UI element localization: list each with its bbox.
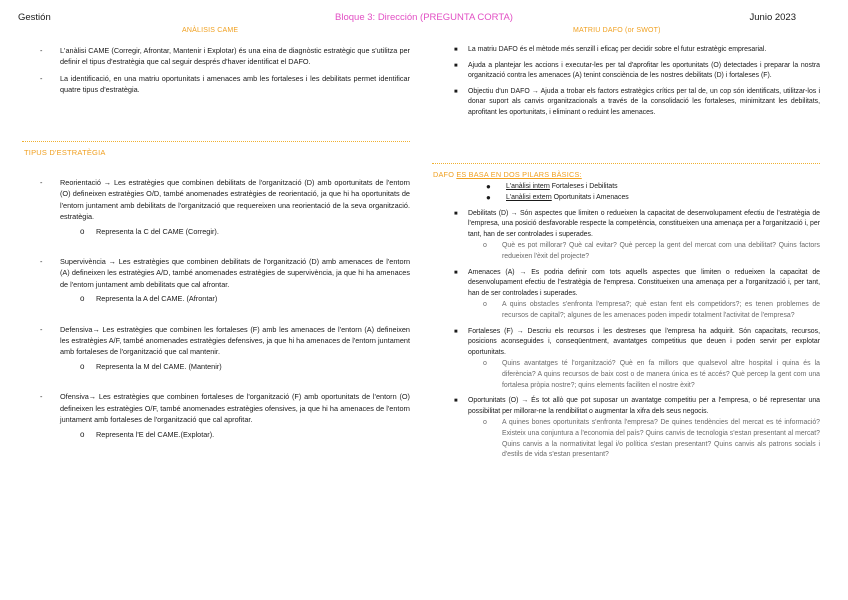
strategy-reorientacio: - Reorientació → Les estratègies que combinen debilitats de l'organització (D) amb oportunitats de l'entorn (O) defineixen estratègies O/D, també anomenades estratègies de reorientació, ja que hi ha oportunitats de l'entorn juntament amb debilitats de l'organització que requereixen una reorientació de la seva organització. estratègia. (40, 178, 410, 222)
factor-amenaces: ■ Amenaces (A) → Es podria definir com tots aquells aspectes que limiten o redueixen la capacitat de desenvolupament efectiu de l'estratègia de l'empresa. Constitueixen una amenaça per a l'organització i, per tant, han de ser controlades i superades. (454, 268, 820, 298)
came-section-title: ANÀLISIS CAME (182, 27, 239, 34)
strategy-list (22, 177, 410, 440)
header-subject: Gestión (18, 12, 51, 23)
pillar-extern: ● L'anàlisi extern Oportunitats i Amenaces (486, 192, 629, 202)
divider (432, 163, 820, 164)
strategy-supervivencia: - Supervivència → Les estratègies que combinen debilitats de l'organització (D) amb amenaces de l'entorn (A) defineixen les estratègies A/D, també anomenades estratègies de supervivència, ja que hi ha amenaces de l'entorn juntament amb debilitats que cal afrontar. (40, 257, 410, 289)
factor-questions: o A quines bones oportunitats s'enfronta l'empresa? De quines tendències del mercat es té informació? Existeix una conjuntura a l'economia del país? Quins canvis de tecnologia s'estan presentant al mercat? Quins canvis a la normativitat legal i/o política s'estan presentant? Quins canvis als patrons socials i d'estils de vida s'estan presentant? (483, 418, 820, 459)
divider (22, 141, 410, 142)
factor-questions: o Què es pot millorar? Què cal evitar? Què percep la gent del mercat com una debilitat? Quins factors redueixen l'èxit del projecte? (483, 241, 820, 260)
pillar-intern: ● L'anàlisi intern Fortaleses i Debilitats (486, 182, 618, 191)
list-item: ■ La matriu DAFO és el mètode més senzill i eficaç per decidir sobre el futur estratègic empresarial. (454, 46, 767, 53)
dafo-section-title: MATRIU DAFO (or SWOT) (573, 27, 661, 34)
strategy-came-letter: o Representa la C del CAME (Corregir). (80, 226, 219, 236)
strategy-came-letter: o Representa la A del CAME. (Afrontar) (80, 294, 218, 304)
factor-questions: o Quins avantatges té l'organització? Què en fa millors que qualsevol altre hospital i quina és la diferència? A quins recursos de baix cost o de manera única es té accés? Què percep la gent com una fortalesa pròpia nostre?; quins elements faciliten el nostre èxit? (483, 359, 820, 389)
strategy-came-letter: o Representa la M del CAME. (Mantenir) (80, 361, 222, 371)
list-item: ■ Objectiu d'un DAFO → Ajuda a trobar els factors estratègics crítics per tal de, un cop són identificats, utilitzar-los i donar suport als canvis organitzacionals a través de la consolidació les fortaleses, minimitzant les debilitats, aprofitant les oportunitats, i eliminant o reduint les amenaces. (454, 87, 820, 116)
strategy-defensiva: - Defensiva→ Les estratègies que combinen les fortaleses (F) amb les amenaces de l'entorn (A) defineixen les estratègies A/F, també anomenades estratègies defensives, ja que hi ha amenaces de l'entorn juntament amb fortaleses de l'organització que cal mantenir. (40, 324, 410, 357)
factor-fortaleses: ■ Fortaleses (F) → Descriu els recursos i les destreses que l'empresa ha adquirit. Són capacitats, recursos, posicions aconseguides i, conseqüentment, avantatges competitius que deuen i poden servir per explotar oportunitats. (454, 327, 820, 357)
dafo-intro (450, 45, 820, 119)
came-intro (22, 45, 410, 96)
list-item: - L'anàlisi CAME (Corregir, Afrontar, Mantenir i Explotar) és una eina de diagnòstic estratègic que s'utilitza per definir el tipus d'estratègia que cal seguir després d'haver identificat el DAFO. (40, 46, 410, 67)
strategy-came-letter: o Representa l'E del CAME.(Explotar). (80, 429, 215, 439)
header-date: Junio 2023 (749, 12, 796, 23)
list-item: - La identificació, en una matriu oportunitats i amenaces amb les fortaleses i les debilitats permet identificar quatre tipus d'estratègia. (40, 73, 410, 95)
header-block-title: Bloque 3: Dirección (PREGUNTA CORTA) (335, 12, 513, 23)
factor-debilitats: ■ Debilitats (D) → Són aspectes que limiten o redueixen la capacitat de desenvolupament efectiu de l'estratègia de l'empresa, una posició desfavorable respecte la competència, constitueixen una amenaça per a l'organització i, per tant, han de ser controlades i superades. (454, 209, 820, 239)
factor-oportunitats: ■ Oportunitats (O) → És tot allò que pot suposar un avantatge competitiu per a l'empresa, o bé representar una possibilitat per millorar-ne la rendibilitat o augmentar la xifra dels seus negocis. (454, 397, 820, 416)
factor-questions: o A quins obstacles s'enfronta l'empresa?; què estan fent els competidors?; es tenen problemes de recursos de capital?; algunes de les amenaces poden impedir totalment l'activitat de l'empresa? (483, 300, 820, 319)
strategy-ofensiva: - Ofensiva→ Les estratègies que combinen fortaleses de l'organització (F) amb oportunitats de l'entorn (O) defineixen les estratègies O/F, també anomenades estratègies ofensives, ja que hi ha amenaces de l'entorn juntament amb fortaleses de l'organització que cal aprofitar. (40, 392, 410, 425)
list-item: ■ Ajuda a plantejar les accions i executar-les per tal d'aprofitar les oportunitats (O) detectades i preparar la nostra organització contra les amenaces (A) tenint consciència de les nostres debilitats (D) i fortaleses (F). (454, 61, 820, 80)
strategy-types-title: TIPUS D'ESTRATÈGIA (24, 148, 106, 157)
dafo-factors (450, 182, 820, 461)
pillars-title: DAFO ES BASA EN DOS PILARS BÀSICS: (433, 170, 582, 179)
